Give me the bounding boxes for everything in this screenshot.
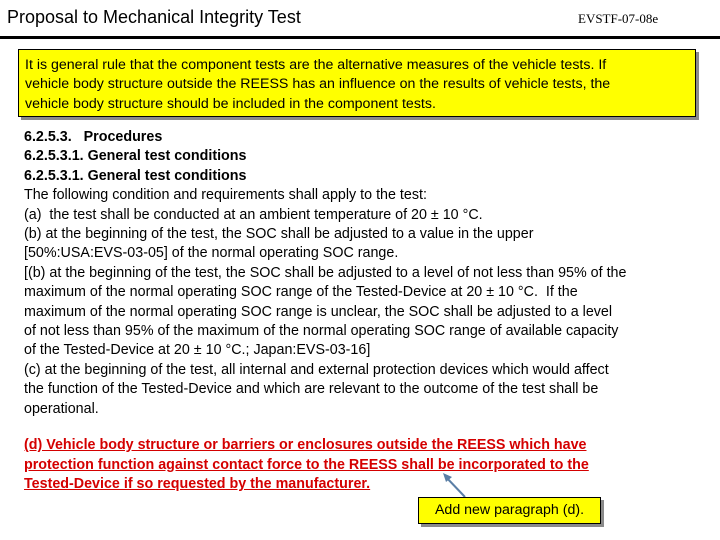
body-line: the function of the Tested-Device and which are relevant to the outcome of the test shall be	[24, 381, 599, 398]
body-line: maximum of the normal operating SOC range is unclear, the SOC shall be adjusted to a level	[24, 303, 613, 320]
section-heading: 6.2.5.3.1. General test conditions	[24, 167, 247, 184]
body-line: operational.	[24, 400, 99, 417]
amendment-line: (d) Vehicle body structure or barriers or enclosures outside the REESS which have	[24, 437, 587, 453]
body-line: The following condition and requirements shall apply to the test:	[24, 187, 427, 204]
section-heading: 6.2.5.3. Procedures	[24, 129, 163, 145]
callout-box: Add new paragraph (d).	[418, 497, 601, 524]
note-line: vehicle body structure outside the REESS has an influence on the results of vehicle tests, the	[25, 76, 611, 93]
note-line: vehicle body structure should be included in the component tests.	[25, 95, 436, 112]
document-code: EVSTF-07-08e	[578, 11, 659, 26]
slide-title: Proposal to Mechanical Integrity Test	[7, 7, 301, 27]
body-line: of the Tested-Device at 20 ± 10 °C.; Japan:EVS-03-16]	[24, 342, 371, 359]
body-line: (c) at the beginning of the test, all internal and external protection devices which would affect	[24, 361, 609, 378]
body-line: (b) at the beginning of the test, the SOC shall be adjusted to a value in the upper	[24, 226, 534, 243]
body-line: maximum of the normal operating SOC range of the Tested-Device at 20 ± 10 °C. If the	[24, 284, 578, 301]
body-line: [(b) at the beginning of the test, the SOC shall be adjusted to a level of not less than 95% of the	[24, 264, 627, 281]
body-line: [50%:USA:EVS-03-05] of the normal operating SOC range.	[24, 245, 399, 262]
body-line: of not less than 95% of the maximum of the normal operating SOC range of available capacity	[24, 323, 619, 340]
amendment-line: Tested-Device if so requested by the manufacturer.	[24, 476, 371, 493]
amendment-line: protection function against contact force to the REESS shall be incorporated to the	[24, 456, 589, 473]
note-line: It is general rule that the component tests are the alternative measures of the vehicle tests. If	[25, 57, 607, 73]
section-heading: 6.2.5.3.1. General test conditions	[24, 148, 247, 165]
body-line: (a) the test shall be conducted at an ambient temperature of 20 ± 10 °C.	[24, 206, 483, 223]
